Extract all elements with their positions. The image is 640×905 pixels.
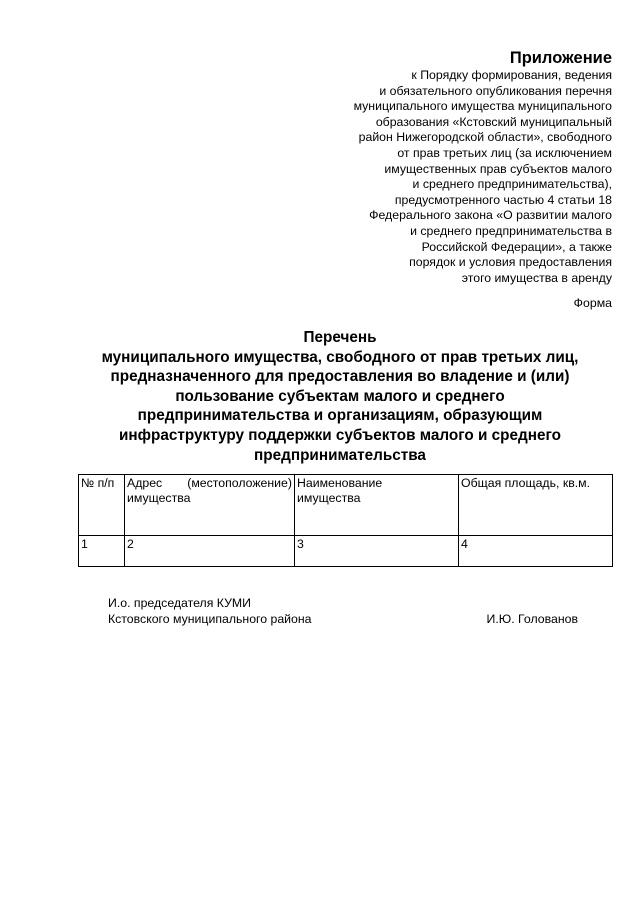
signature-position-line: И.о. председателя КУМИ bbox=[108, 596, 251, 610]
header-address-word: Адрес bbox=[127, 476, 163, 490]
form-label: Форма bbox=[573, 296, 612, 310]
appendix-title: Приложение bbox=[509, 49, 612, 67]
document-title-line: предназначенного для предоставления во владение и (или) bbox=[110, 368, 570, 386]
header-name-word: Наименование bbox=[297, 476, 383, 490]
appendix-line: порядок и условия предоставления bbox=[409, 255, 612, 270]
header-address-property: имущества bbox=[127, 490, 191, 505]
property-table bbox=[78, 474, 613, 567]
document-title-line: пользование субъектам малого и среднего bbox=[175, 387, 505, 405]
appendix-line: от прав третьих лиц (за исключением bbox=[397, 145, 612, 160]
appendix-line: этого имущества в аренду bbox=[461, 270, 612, 285]
table-cell: 4 bbox=[459, 536, 613, 567]
appendix-line: Российской Федерации», а также bbox=[421, 239, 612, 254]
signature-name: И.Ю. Голованов bbox=[486, 611, 578, 626]
appendix-line: и среднего предпринимательства), bbox=[412, 177, 612, 192]
table-cell: 2 bbox=[125, 536, 295, 567]
table-cell: 3 bbox=[295, 536, 459, 567]
document-title-line: предпринимательства и организациям, образующим bbox=[137, 407, 543, 425]
header-number: № п/п bbox=[79, 475, 125, 536]
appendix-line: и обязательного опубликования перечня bbox=[379, 83, 612, 98]
document-title-line: инфраструктуру поддержки субъектов малого и среднего bbox=[119, 426, 561, 444]
document-title-line: предпринимательства bbox=[254, 446, 426, 464]
document-title-line: муниципального имущества, свободного от прав третьих лиц, bbox=[101, 348, 579, 366]
appendix-line: район Нижегородской области», свободного bbox=[358, 130, 612, 145]
appendix-line: Федерального закона «О развитии малого bbox=[369, 208, 612, 223]
header-area: Общая площадь, кв.м. bbox=[459, 475, 613, 536]
appendix-block bbox=[272, 48, 612, 286]
appendix-line: предусмотренного частью 4 статьи 18 bbox=[394, 192, 612, 207]
header-address bbox=[125, 475, 295, 536]
appendix-line: к Порядку формирования, ведения bbox=[411, 68, 612, 82]
appendix-line: и среднего предпринимательства в bbox=[410, 223, 612, 238]
appendix-line: имущественных прав субъектов малого bbox=[384, 161, 612, 176]
signature-position-line: Кстовского муниципального района bbox=[108, 611, 312, 626]
table-cell: 1 bbox=[79, 536, 125, 567]
signature-block bbox=[108, 596, 578, 627]
table-row bbox=[79, 536, 613, 567]
document-title-line: Перечень bbox=[303, 329, 377, 346]
document-title bbox=[60, 328, 620, 465]
appendix-line: муниципального имущества муниципального bbox=[353, 99, 612, 114]
header-name-property: имущества bbox=[297, 490, 361, 505]
header-name bbox=[295, 475, 459, 536]
header-address-location: (местоположение) bbox=[187, 476, 292, 490]
table-header-row bbox=[79, 475, 613, 536]
appendix-line: образования «Кстовский муниципальный bbox=[375, 114, 612, 129]
